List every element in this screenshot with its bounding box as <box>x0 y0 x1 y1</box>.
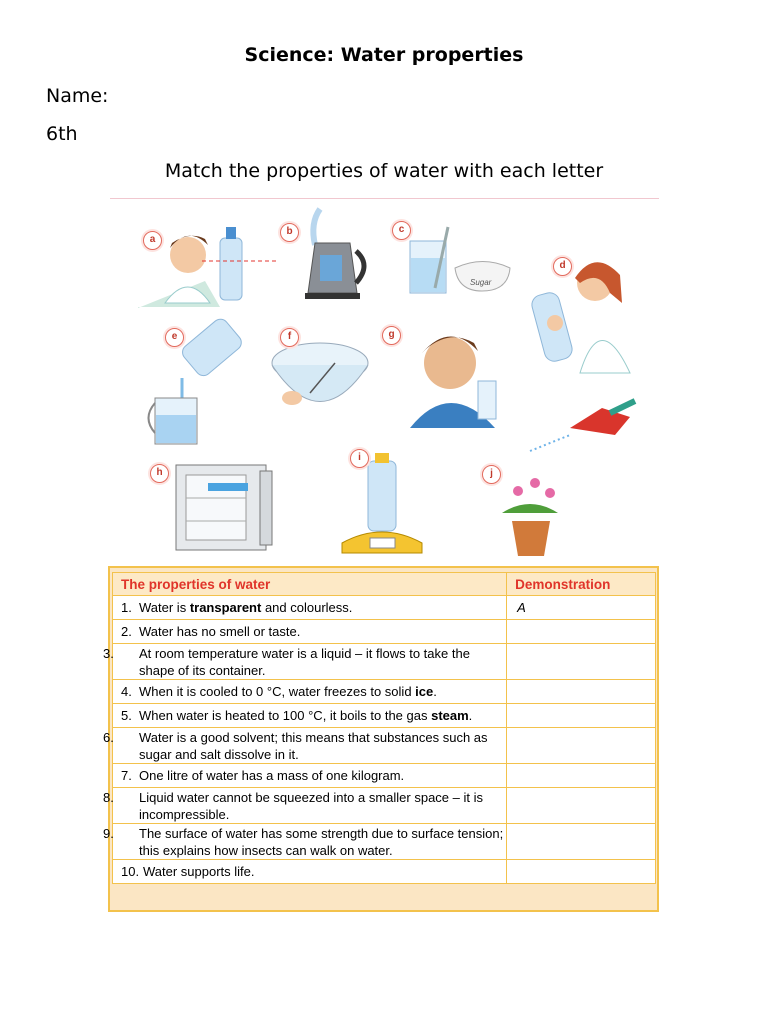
property-cell: 3. At room temperature water is a liquid – it flows to take the shape of its container. <box>113 644 507 680</box>
answer-cell[interactable] <box>507 620 656 644</box>
answer-cell[interactable] <box>507 788 656 824</box>
scene-i-scale <box>342 453 422 553</box>
answer-cell[interactable] <box>507 596 656 620</box>
scene-h-freezer <box>176 465 272 550</box>
label-i: i <box>350 449 369 468</box>
header-properties: The properties of water <box>113 573 507 596</box>
page-title: Science: Water properties <box>244 44 524 66</box>
label-a: a <box>143 231 162 250</box>
instruction-text: Match the properties of water with each letter <box>164 160 604 182</box>
scene-f-bowl <box>272 343 368 405</box>
label-c: c <box>392 221 411 240</box>
answer-cell[interactable] <box>507 728 656 764</box>
properties-table <box>103 572 656 884</box>
property-cell: 6. Water is a good solvent; this means that substances such as sugar and salt dissolve in it. <box>113 728 507 764</box>
table-row <box>113 860 656 884</box>
answer-cell[interactable] <box>507 704 656 728</box>
scene-c-glass-sugar <box>410 227 510 293</box>
property-cell: 1. Water is transparent and colourless. <box>113 596 507 620</box>
scene-j-flowers <box>502 401 635 556</box>
table-row <box>113 764 656 788</box>
label-j: j <box>482 465 501 484</box>
scene-b-kettle <box>305 209 364 299</box>
property-cell: 2. Water has no smell or taste. <box>113 620 507 644</box>
sugar-label: Sugar <box>470 278 492 287</box>
name-label: Name: <box>46 85 109 107</box>
divider <box>110 198 659 199</box>
property-cell: 8. Liquid water cannot be squeezed into a smaller space – it is incompressible. <box>113 788 507 824</box>
scene-e-pouring <box>149 316 245 444</box>
answer-cell[interactable] <box>507 644 656 680</box>
answer-cell[interactable] <box>507 764 656 788</box>
label-g: g <box>382 326 401 345</box>
property-cell: 9. The surface of water has some strength due to surface tension; this explains how insects can walk on water. <box>113 824 507 860</box>
header-demonstration: Demonstration <box>507 573 656 596</box>
property-cell: 10. Water supports life. <box>113 860 507 884</box>
property-cell: 4. When it is cooled to 0 °C, water freezes to solid ice. <box>113 680 507 704</box>
table-row <box>113 728 656 764</box>
table-row <box>113 620 656 644</box>
properties-table-frame <box>103 566 659 912</box>
label-d: d <box>553 257 572 276</box>
table-row <box>113 704 656 728</box>
label-e: e <box>165 328 184 347</box>
label-h: h <box>150 464 169 483</box>
answer-cell[interactable] <box>507 860 656 884</box>
table-row <box>113 824 656 860</box>
table-row <box>113 788 656 824</box>
property-cell: 7. One litre of water has a mass of one kilogram. <box>113 764 507 788</box>
scene-d-girl-bottle <box>530 262 630 373</box>
property-cell: 5. When water is heated to 100 °C, it boils to the gas steam. <box>113 704 507 728</box>
table-row <box>113 596 656 620</box>
answer-cell[interactable] <box>507 680 656 704</box>
label-b: b <box>280 223 299 242</box>
grade-label: 6th <box>46 123 78 145</box>
table-row <box>113 680 656 704</box>
scene-g-drinking <box>410 336 496 428</box>
water-illustrations <box>110 203 659 563</box>
label-f: f <box>280 328 299 347</box>
table-row <box>113 644 656 680</box>
answer-cell[interactable] <box>507 824 656 860</box>
illustration-scenes <box>110 203 659 563</box>
answer-value: A <box>517 600 526 615</box>
